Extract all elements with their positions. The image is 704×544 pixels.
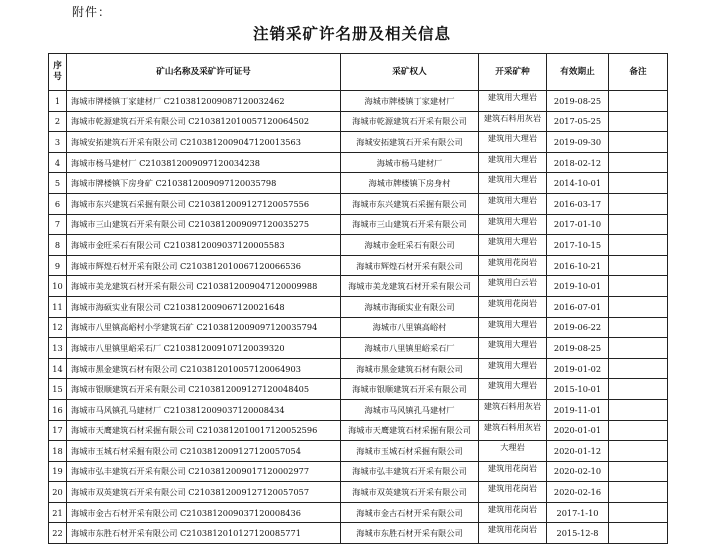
row-number: 4 <box>49 152 67 173</box>
expiry-date: 2017-10-15 <box>547 235 609 256</box>
col-header-mineral: 开采矿种 <box>479 54 547 91</box>
mining-right-holder: 海城市银顺建筑石开采有限公司 <box>341 379 479 400</box>
table-row <box>49 338 668 359</box>
expiry-date: 2020-02-16 <box>547 482 609 503</box>
row-number: 19 <box>49 461 67 482</box>
license-table <box>48 53 668 544</box>
mining-right-holder: 海城市金古石材开采有限公司 <box>341 502 479 523</box>
expiry-date: 2014-10-01 <box>547 173 609 194</box>
table-row <box>49 420 668 441</box>
mineral-type: 建筑用花岗岩 <box>479 523 547 544</box>
table-row <box>49 91 668 112</box>
mine-name-license: 海城市银顺建筑石开采有限公司 C2103812009127120048405 <box>67 379 341 400</box>
table-row <box>49 523 668 544</box>
remarks <box>609 276 668 297</box>
table-row <box>49 173 668 194</box>
table-row <box>49 441 668 462</box>
row-number: 9 <box>49 255 67 276</box>
mining-right-holder: 海城市辉煌石材开采有限公司 <box>341 255 479 276</box>
expiry-date: 2017-01-10 <box>547 214 609 235</box>
mineral-type: 建筑用大理岩 <box>479 152 547 173</box>
mineral-type: 建筑用大理岩 <box>479 91 547 112</box>
mineral-type: 建筑用白云岩 <box>479 276 547 297</box>
remarks <box>609 111 668 132</box>
row-number: 8 <box>49 235 67 256</box>
remarks <box>609 132 668 153</box>
table-row <box>49 358 668 379</box>
mining-right-holder: 海城市东兴建筑石采掘有限公司 <box>341 193 479 214</box>
expiry-date: 2015-10-01 <box>547 379 609 400</box>
remarks <box>609 296 668 317</box>
mineral-type: 建筑用花岗岩 <box>479 502 547 523</box>
expiry-date: 2016-03-17 <box>547 193 609 214</box>
mineral-type: 建筑用大理岩 <box>479 358 547 379</box>
row-number: 20 <box>49 482 67 503</box>
remarks <box>609 317 668 338</box>
expiry-date: 2015-12-8 <box>547 523 609 544</box>
mine-name-license: 海城市八里镇里峪采石厂 C2103812009107120039320 <box>67 338 341 359</box>
table-row <box>49 111 668 132</box>
mining-right-holder: 海城市牌楼镇丁家建材厂 <box>341 91 479 112</box>
expiry-date: 2019-08-25 <box>547 338 609 359</box>
row-number: 22 <box>49 523 67 544</box>
mineral-type: 建筑用大理岩 <box>479 379 547 400</box>
mineral-type: 建筑用大理岩 <box>479 173 547 194</box>
col-header-mine: 矿山名称及采矿许可证号 <box>67 54 341 91</box>
mine-name-license: 海城市金旺采石有限公司 C2103812009037120005583 <box>67 235 341 256</box>
expiry-date: 2016-10-21 <box>547 255 609 276</box>
mineral-type: 建筑用花岗岩 <box>479 461 547 482</box>
remarks <box>609 173 668 194</box>
row-number: 3 <box>49 132 67 153</box>
expiry-date: 2018-02-12 <box>547 152 609 173</box>
mining-right-holder: 海城市海硕实业有限公司 <box>341 296 479 317</box>
expiry-date: 2017-1-10 <box>547 502 609 523</box>
attachment-label: 附件： <box>72 5 112 19</box>
mine-name-license: 海城市海硕实业有限公司 C2103812009067120021648 <box>67 296 341 317</box>
mining-right-holder: 海城市八里镇里峪采石厂 <box>341 338 479 359</box>
mineral-type: 建筑用大理岩 <box>479 317 547 338</box>
mining-right-holder: 海城市三山建筑石开采有限公司 <box>341 214 479 235</box>
mineral-type: 建筑用大理岩 <box>479 132 547 153</box>
mineral-type: 建筑用大理岩 <box>479 193 547 214</box>
row-number: 10 <box>49 276 67 297</box>
remarks <box>609 152 668 173</box>
table-row <box>49 379 668 400</box>
table-row <box>49 255 668 276</box>
table-row <box>49 461 668 482</box>
row-number: 12 <box>49 317 67 338</box>
mining-right-holder: 海城市美龙建筑石材开采有限公司 <box>341 276 479 297</box>
table-row <box>49 296 668 317</box>
mining-right-holder: 海城市玉城石材采掘有限公司 <box>341 441 479 462</box>
mine-name-license: 海城市天鹰建筑石材采掘有限公司 C2103812010017120052596 <box>67 420 341 441</box>
expiry-date: 2019-11-01 <box>547 399 609 420</box>
mine-name-license: 海城市金古石材开采有限公司 C2103812009037120008436 <box>67 502 341 523</box>
mineral-type: 建筑用大理岩 <box>479 214 547 235</box>
mineral-type: 建筑石料用灰岩 <box>479 111 547 132</box>
mineral-type: 建筑用花岗岩 <box>479 296 547 317</box>
expiry-date: 2020-02-10 <box>547 461 609 482</box>
row-number: 2 <box>49 111 67 132</box>
mine-name-license: 海城市双英建筑石开采有限公司 C2103812009127120057057 <box>67 482 341 503</box>
remarks <box>609 379 668 400</box>
mineral-type: 建筑用花岗岩 <box>479 482 547 503</box>
remarks <box>609 91 668 112</box>
mining-right-holder: 海城市乾源建筑石开采有限公司 <box>341 111 479 132</box>
remarks <box>609 193 668 214</box>
mine-name-license: 海城市三山建筑石开采有限公司 C2103812009097120035275 <box>67 214 341 235</box>
mine-name-license: 海城市弘丰建筑石开采有限公司 C2103812009017120002977 <box>67 461 341 482</box>
row-number: 18 <box>49 441 67 462</box>
table-row <box>49 214 668 235</box>
mining-right-holder: 海城市弘丰建筑石开采有限公司 <box>341 461 479 482</box>
remarks <box>609 358 668 379</box>
mining-right-holder: 海城市牌楼镇下房身村 <box>341 173 479 194</box>
mineral-type: 建筑石料用灰岩 <box>479 420 547 441</box>
row-number: 5 <box>49 173 67 194</box>
table-row <box>49 317 668 338</box>
expiry-date: 2020-01-12 <box>547 441 609 462</box>
mining-right-holder: 海城市杨马建材厂 <box>341 152 479 173</box>
mine-name-license: 海城市牌楼镇丁家建材厂 C2103812009087120032462 <box>67 91 341 112</box>
remarks <box>609 523 668 544</box>
row-number: 13 <box>49 338 67 359</box>
expiry-date: 2019-01-02 <box>547 358 609 379</box>
mine-name-license: 海城市杨马建材厂 C2103812009097120034238 <box>67 152 341 173</box>
col-header-note: 备注 <box>609 54 668 91</box>
row-number: 15 <box>49 379 67 400</box>
table-row <box>49 152 668 173</box>
page-title: 注销采矿许名册及相关信息 <box>252 25 451 43</box>
mine-name-license: 海城市美龙建筑石材开采有限公司 C2103812009047120009988 <box>67 276 341 297</box>
mining-right-holder: 海城市东胜石材开采有限公司 <box>341 523 479 544</box>
table-row <box>49 482 668 503</box>
mining-right-holder: 海城安拓建筑石开采有限公司 <box>341 132 479 153</box>
row-number: 6 <box>49 193 67 214</box>
remarks <box>609 214 668 235</box>
table-row <box>49 399 668 420</box>
mine-name-license: 海城市东胜石材开采有限公司 C2103812010127120085771 <box>67 523 341 544</box>
mine-name-license: 海城市牌楼镇下房身矿 C2103812009097120035798 <box>67 173 341 194</box>
mining-right-holder: 海城市马风镇孔马建材厂 <box>341 399 479 420</box>
mine-name-license: 海城市乾源建筑石开采有限公司 C2103812010057120064502 <box>67 111 341 132</box>
mining-right-holder: 海城市双英建筑石开采有限公司 <box>341 482 479 503</box>
table-row <box>49 276 668 297</box>
expiry-date: 2016-07-01 <box>547 296 609 317</box>
table-header-row <box>49 54 668 91</box>
remarks <box>609 482 668 503</box>
mineral-type: 建筑用花岗岩 <box>479 255 547 276</box>
row-number: 16 <box>49 399 67 420</box>
expiry-date: 2020-01-01 <box>547 420 609 441</box>
row-number: 7 <box>49 214 67 235</box>
mineral-type: 建筑石料用灰岩 <box>479 399 547 420</box>
col-header-owner: 采矿权人 <box>341 54 479 91</box>
table-row <box>49 132 668 153</box>
mine-name-license: 海城市八里镇高峪村小学建筑石矿 C2103812009097120035794 <box>67 317 341 338</box>
table-row <box>49 193 668 214</box>
row-number: 14 <box>49 358 67 379</box>
mineral-type: 建筑用大理岩 <box>479 338 547 359</box>
mining-right-holder: 海城市黑金建筑石材有限公司 <box>341 358 479 379</box>
mining-right-holder: 海城市天鹰建筑石材采掘有限公司 <box>341 420 479 441</box>
remarks <box>609 461 668 482</box>
table-row <box>49 235 668 256</box>
remarks <box>609 255 668 276</box>
expiry-date: 2019-10-01 <box>547 276 609 297</box>
mine-name-license: 海城市玉城石材采掘有限公司 C2103812009127120057054 <box>67 441 341 462</box>
mine-name-license: 海城市马风镇孔马建材厂 C2103812009037120008434 <box>67 399 341 420</box>
mineral-type: 建筑用大理岩 <box>479 235 547 256</box>
expiry-date: 2017-05-25 <box>547 111 609 132</box>
remarks <box>609 441 668 462</box>
remarks <box>609 235 668 256</box>
mining-right-holder: 海城市金旺采石有限公司 <box>341 235 479 256</box>
row-number: 11 <box>49 296 67 317</box>
row-number: 21 <box>49 502 67 523</box>
mine-name-license: 海城市东兴建筑石采掘有限公司 C2103812009127120057556 <box>67 193 341 214</box>
remarks <box>609 338 668 359</box>
mine-name-license: 海城市辉煌石材开采有限公司 C2103812010067120066536 <box>67 255 341 276</box>
row-number: 17 <box>49 420 67 441</box>
mine-name-license: 海城市黑金建筑石材有限公司 C2103812010057120064903 <box>67 358 341 379</box>
remarks <box>609 420 668 441</box>
mineral-type: 大理岩 <box>479 441 547 462</box>
expiry-date: 2019-09-30 <box>547 132 609 153</box>
remarks <box>609 399 668 420</box>
expiry-date: 2019-08-25 <box>547 91 609 112</box>
expiry-date: 2019-06-22 <box>547 317 609 338</box>
mining-right-holder: 海城市八里镇高峪村 <box>341 317 479 338</box>
row-number: 1 <box>49 91 67 112</box>
mine-name-license: 海城安拓建筑石开采有限公司 C2103812009047120013563 <box>67 132 341 153</box>
col-header-no: 序号 <box>49 54 67 91</box>
col-header-expiry: 有效期止 <box>547 54 609 91</box>
